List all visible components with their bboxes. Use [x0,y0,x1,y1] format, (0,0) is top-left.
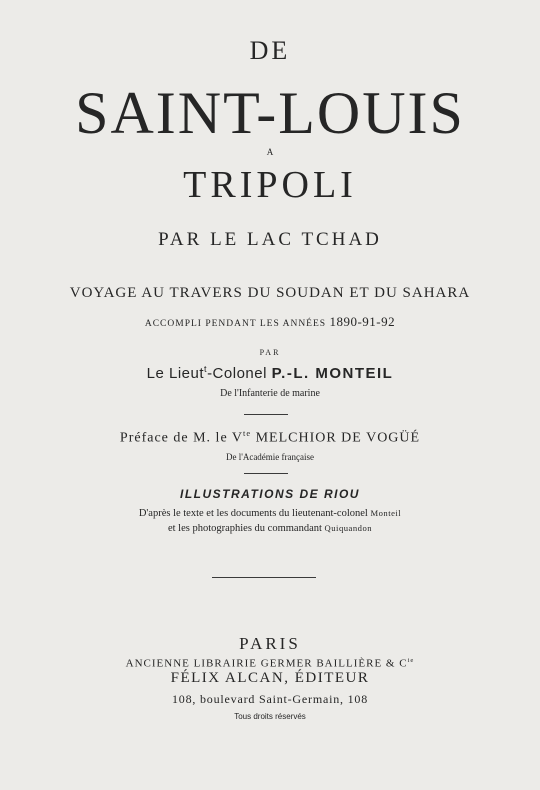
author-prefix: Le Lieut [146,365,205,382]
par-label: PAR [259,348,281,357]
libraire-text: ANCIENNE LIBRAIRIE GERMER BAILLIÈRE & [125,657,396,670]
dapres-line [0,508,540,519]
publisher: FÉLIX ALCAN, ÉDITEUR [170,670,370,686]
preface-line [0,429,540,447]
preface-prefix: Préface de M. le V [119,430,244,446]
preface-name: MELCHIOR DE VOGÜÉ [255,430,421,446]
author-role: De l'Infanterie de marine [220,388,320,399]
author-line [0,364,540,382]
dapres-text: D'après le texte et les documents du lieutenant-colonel [138,508,368,519]
illustrations-heading: ILLUSTRATIONS DE RIOU [180,487,360,501]
photos-name: Quiquandon [324,523,373,533]
photos-text: et les photographies du commandant [167,523,322,534]
title-par-lac: PAR LE LAC TCHAD [158,229,382,250]
city: PARIS [239,634,301,653]
main-title: SAINT-LOUIS [75,80,465,146]
divider-rule [244,414,288,415]
years: 1890-91-92 [329,314,396,329]
subtitle: VOYAGE AU TRAVERS DU SOUDAN ET DU SAHARA [69,285,471,301]
author-middle: -Colonel [207,365,267,382]
author-sup: t [204,364,208,374]
accompli-text: ACCOMPLI PENDANT LES ANNÉES [144,319,327,329]
divider-rule [244,473,288,474]
title-de: DE [249,36,291,65]
address: 108, boulevard Saint-Germain, 108 [171,692,369,706]
author-name: P.-L. MONTEIL [271,365,394,382]
title-a: A [266,147,274,157]
libraire-line [0,657,540,670]
preface-sup: te [243,429,252,438]
photos-line [0,523,540,534]
divider-rule [212,577,316,578]
title-tripoli: TRIPOLI [183,164,357,206]
libraire-co-sup: ie [407,657,415,664]
libraire-co: C [399,657,408,670]
academie-line: De l'Académie française [225,452,315,462]
rights: Tous droits réservés [234,712,306,721]
accompli-line [0,314,540,330]
dapres-name: Monteil [370,508,402,518]
